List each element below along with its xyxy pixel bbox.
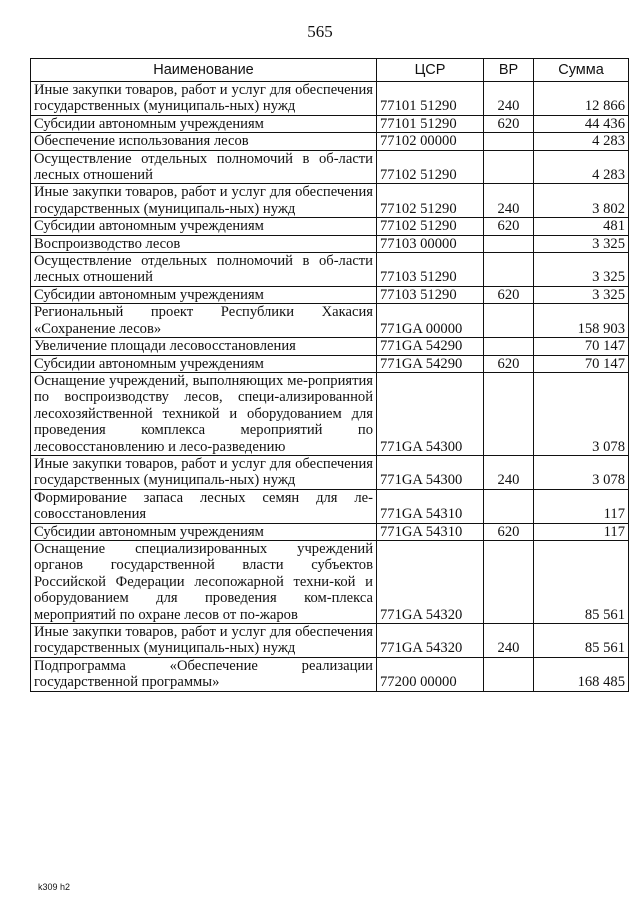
row-sum: 12 866: [534, 82, 629, 116]
header-vr: ВР: [484, 59, 534, 82]
row-csr: 77102 51290: [377, 184, 484, 218]
page-number: 565: [307, 22, 333, 41]
table-row: [31, 218, 629, 235]
row-csr: 771GA 54290: [377, 355, 484, 372]
row-csr: 771GA 54300: [377, 455, 484, 489]
row-csr: 77101 51290: [377, 82, 484, 116]
row-vr: 620: [484, 115, 534, 132]
row-name: Обеспечение использования лесов: [31, 133, 377, 150]
row-sum: 85 561: [534, 540, 629, 623]
table-row: [31, 304, 629, 338]
row-csr: 771GA 54290: [377, 338, 484, 355]
row-csr: 77102 51290: [377, 218, 484, 235]
table-row: [31, 115, 629, 132]
row-sum: 158 903: [534, 304, 629, 338]
row-sum: 117: [534, 523, 629, 540]
table-row: [31, 540, 629, 623]
table-row: [31, 455, 629, 489]
row-vr: 620: [484, 355, 534, 372]
row-name: Субсидии автономным учреждениям: [31, 218, 377, 235]
row-vr: [484, 304, 534, 338]
row-vr: 240: [484, 82, 534, 116]
table-row: [31, 82, 629, 116]
row-csr: 771GA 54320: [377, 540, 484, 623]
table-row: [31, 523, 629, 540]
row-csr: 77101 51290: [377, 115, 484, 132]
row-sum: 3 802: [534, 184, 629, 218]
row-csr: 77103 00000: [377, 235, 484, 252]
row-csr: 771GA 54320: [377, 624, 484, 658]
table-row: [31, 235, 629, 252]
row-vr: 620: [484, 218, 534, 235]
row-sum: 3 325: [534, 253, 629, 287]
header-name: Наименование: [31, 59, 377, 82]
row-name: Воспроизводство лесов: [31, 235, 377, 252]
table-row: [31, 355, 629, 372]
row-vr: 240: [484, 184, 534, 218]
row-sum: 117: [534, 489, 629, 523]
row-vr: [484, 253, 534, 287]
row-sum: 168 485: [534, 657, 629, 691]
header-sum: Сумма: [534, 59, 629, 82]
row-vr: [484, 150, 534, 184]
row-name: Региональный проект Республики Хакасия «Сохранение лесов»: [31, 304, 377, 338]
row-sum: 4 283: [534, 150, 629, 184]
row-csr: 77103 51290: [377, 253, 484, 287]
row-sum: 3 325: [534, 235, 629, 252]
table-row: [31, 150, 629, 184]
row-sum: 85 561: [534, 624, 629, 658]
row-name: Иные закупки товаров, работ и услуг для обеспечения государственных (муниципаль-ных) нужд: [31, 184, 377, 218]
row-name: Осуществление отдельных полномочий в об-ласти лесных отношений: [31, 253, 377, 287]
row-name: Формирование запаса лесных семян для ле-совосстановления: [31, 489, 377, 523]
row-vr: [484, 338, 534, 355]
row-csr: 77102 00000: [377, 133, 484, 150]
row-name: Иные закупки товаров, работ и услуг для обеспечения государственных (муниципаль-ных) нужд: [31, 455, 377, 489]
row-vr: [484, 489, 534, 523]
row-sum: 481: [534, 218, 629, 235]
row-csr: 77102 51290: [377, 150, 484, 184]
row-name: Подпрограмма «Обеспечение реализации государственной программы»: [31, 657, 377, 691]
table-row: [31, 657, 629, 691]
budget-table: [30, 58, 629, 692]
row-vr: [484, 235, 534, 252]
row-vr: 240: [484, 624, 534, 658]
row-sum: 3 078: [534, 372, 629, 455]
footer-code: k309 h2: [38, 882, 71, 892]
row-csr: 771GA 54310: [377, 489, 484, 523]
row-vr: [484, 372, 534, 455]
table-row: [31, 133, 629, 150]
table-row: [31, 286, 629, 303]
row-name: Субсидии автономным учреждениям: [31, 115, 377, 132]
row-name: Субсидии автономным учреждениям: [31, 523, 377, 540]
table-row: [31, 372, 629, 455]
row-name: Осуществление отдельных полномочий в об-ласти лесных отношений: [31, 150, 377, 184]
row-sum: 44 436: [534, 115, 629, 132]
row-sum: 3 325: [534, 286, 629, 303]
table-row: [31, 184, 629, 218]
row-vr: [484, 657, 534, 691]
row-sum: 3 078: [534, 455, 629, 489]
row-csr: 771GA 00000: [377, 304, 484, 338]
row-vr: 620: [484, 523, 534, 540]
row-name: Оснащение специализированных учреждений органов государственной власти субъектов Российской Федерации лесопожарной техни-кой и оборудованием для проведения ком-плекса мероприятий по охране лесов от по-жаров: [31, 540, 377, 623]
row-name: Субсидии автономным учреждениям: [31, 286, 377, 303]
row-csr: 77200 00000: [377, 657, 484, 691]
row-vr: [484, 540, 534, 623]
table-body: [31, 82, 629, 692]
row-name: Иные закупки товаров, работ и услуг для обеспечения государственных (муниципаль-ных) нужд: [31, 624, 377, 658]
table-row: [31, 624, 629, 658]
header-csr: ЦСР: [377, 59, 484, 82]
row-name: Оснащение учреждений, выполняющих ме-роприятия по воспроизводству лесов, специ-ализированной лесохозяйственной техникой и оборудованием для проведения комплекса мероприятий по лесовосстановлению и лесо-разведению: [31, 372, 377, 455]
row-csr: 771GA 54310: [377, 523, 484, 540]
row-name: Иные закупки товаров, работ и услуг для обеспечения государственных (муниципаль-ных) нужд: [31, 82, 377, 116]
table-row: [31, 338, 629, 355]
row-vr: 620: [484, 286, 534, 303]
table-row: [31, 489, 629, 523]
table-header-row: [31, 59, 629, 82]
row-name: Увеличение площади лесовосстановления: [31, 338, 377, 355]
row-sum: 70 147: [534, 355, 629, 372]
row-csr: 771GA 54300: [377, 372, 484, 455]
row-sum: 70 147: [534, 338, 629, 355]
row-vr: 240: [484, 455, 534, 489]
row-sum: 4 283: [534, 133, 629, 150]
row-name: Субсидии автономным учреждениям: [31, 355, 377, 372]
row-csr: 77103 51290: [377, 286, 484, 303]
table-row: [31, 253, 629, 287]
row-vr: [484, 133, 534, 150]
